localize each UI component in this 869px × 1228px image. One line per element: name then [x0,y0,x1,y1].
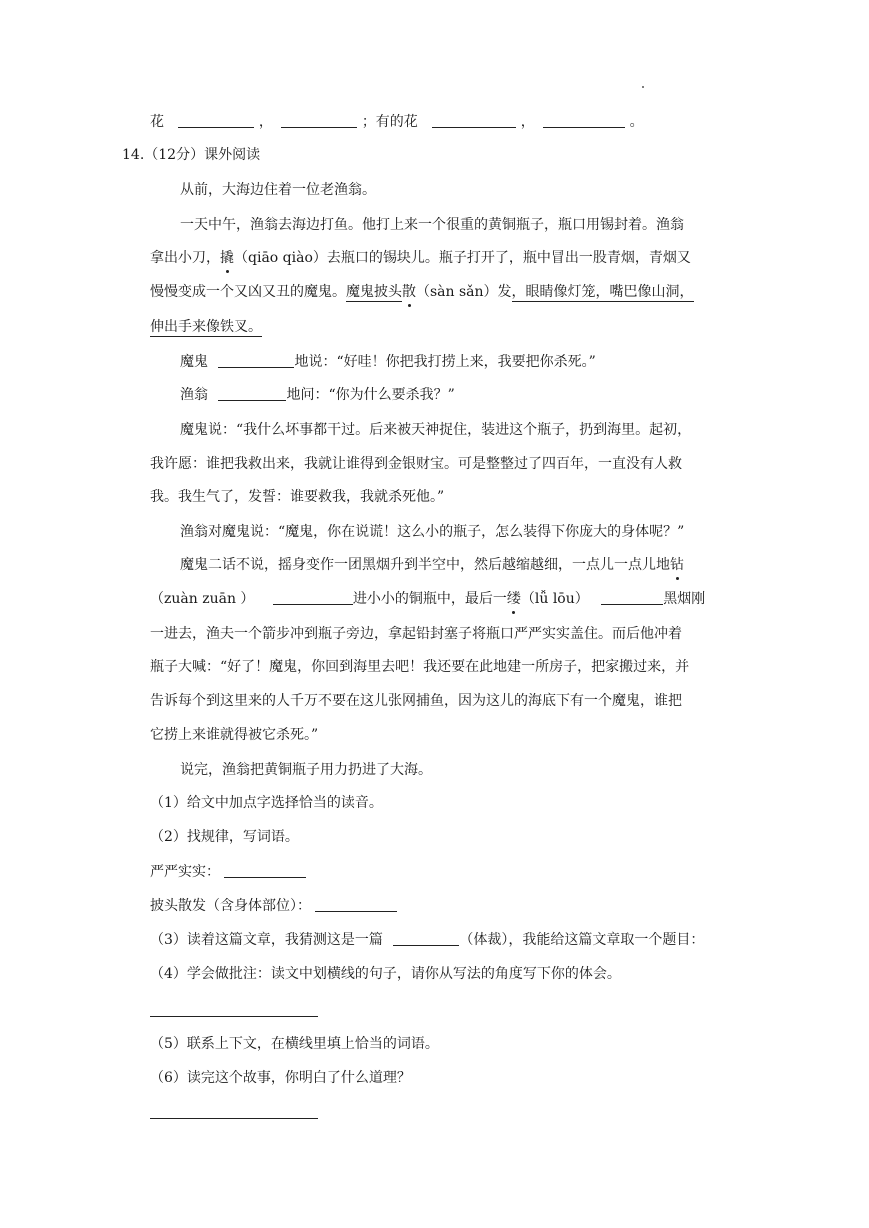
passage-line [150,248,869,268]
passage-line: 渔翁对魔鬼说：“魔鬼，你在说谎！这么小的瓶子，怎么装得下你庞大的身体呢？” [180,524,685,540]
sub-question [150,930,869,950]
passage-line: 它捞上来谁就得被它杀死。” [150,727,319,743]
text-segment: （zuàn zuān ） [150,591,255,607]
answer-blank[interactable] [281,113,357,128]
passage-line [150,589,869,609]
dotted-character: 撬 [220,250,234,266]
text-segment: 披头散发（含身体部位）： [150,898,311,914]
text-segment: 拿出小刀， [150,250,220,266]
sub-question: （1）给文中加点字选择恰当的读音。 [150,795,383,811]
passage-line [150,317,869,337]
sub-question: （2）找规律，写词语。 [150,829,299,845]
text-segment: （体裁），我能给这篇文章取一个题目： [459,932,705,948]
dotted-character: 钻 [670,557,684,573]
sub-question-item [150,896,869,916]
text-segment: ；有的花 [361,114,418,130]
answer-blank[interactable] [315,897,397,912]
sub-question: （5）联系上下文，在横线里填上恰当的词语。 [150,1036,439,1052]
scan-speck [642,86,644,88]
passage-line [180,352,869,372]
passage-line [180,555,869,575]
text-segment: （sàn sǎn）发 [416,284,512,300]
text-segment: （lǚ lōu） [520,591,589,607]
passage-line [180,385,869,405]
underlined-text: 魔鬼披头 [346,284,402,300]
text-segment: （qiāo qiào）去瓶口的锡块儿。瓶子打开了，瓶中冒出一股青烟，青烟又 [234,250,691,266]
text-segment: 进小小的铜瓶中，最后一 [352,591,507,607]
text-segment: 渔翁 [180,387,208,403]
dotted-character: 缕 [506,591,521,607]
dotted-character: 散 [402,284,416,300]
sub-question: （6）读完这个故事，你明白了什么道理？ [150,1070,411,1086]
answer-blank[interactable] [601,590,663,605]
passage-paragraph: 从前，大海边住着一位老渔翁。 [180,182,376,198]
text-segment: 花 [150,114,164,130]
passage-line: 我。我生气了，发誓：谁要救我，我就杀死他。” [150,489,445,505]
text-segment: 。 [629,114,644,130]
passage-paragraph: 说完，渔翁把黄铜瓶子用力扔进了大海。 [180,762,432,778]
passage-line: 魔鬼说：“我什么坏事都干过。后来被天神捉住，装进这个瓶子，扔到海里。起初， [180,422,692,438]
answer-blank[interactable] [178,113,254,128]
answer-line[interactable] [150,1016,318,1017]
sub-question-item [150,862,869,882]
answer-line[interactable] [150,1118,318,1119]
question-header: 14.（12分）课外阅读 [122,147,261,163]
answer-blank[interactable] [273,590,353,605]
continuation-line [150,112,869,132]
answer-blank[interactable] [432,113,516,128]
passage-line: 瓶子大喊：“好了！魔鬼，你回到海里去吧！我还要在此地建一所房子，把家搬过来，并 [150,659,690,675]
text-segment: 地问：“你为什么要杀我？” [286,387,455,403]
underlined-text: 伸出手来像铁叉。 [150,319,262,335]
passage-line: 一进去，渔夫一个箭步冲到瓶子旁边，拿起铅封塞子将瓶口严严实实盖住。而后他冲着 [150,626,682,642]
answer-blank[interactable] [543,113,625,128]
underlined-text: ，眼睛像灯笼，嘴巴像山洞， [511,284,694,300]
passage-line: 告诉每个到这里来的人千万不要在这儿张网捕鱼，因为这儿的海底下有一个魔鬼，谁把 [150,693,682,709]
answer-blank[interactable] [218,353,294,368]
text-segment: 黑烟刚 [663,591,706,607]
passage-line [150,282,869,302]
answer-blank[interactable] [393,931,459,946]
text-segment: ， [258,114,273,130]
text-segment: 慢慢变成一个又凶又丑的魔鬼。 [150,284,346,300]
text-segment: 魔鬼 [180,354,208,370]
text-segment: 严严实实： [150,864,220,880]
text-segment: （3）读着这篇文章，我猜测这是一篇 [150,932,383,948]
answer-blank[interactable] [218,386,286,401]
text-segment: 地说：“好哇！你把我打捞上来，我要把你杀死。” [294,354,596,370]
passage-line: 一天中午，渔翁去海边打鱼。他打上来一个很重的黄铜瓶子，瓶口用锡封着。渔翁 [180,217,684,233]
answer-blank[interactable] [224,863,306,878]
text-segment: ， [520,114,535,130]
passage-line: 我许愿：谁把我救出来，我就让谁得到金银财宝。可是整整过了四百年，一直没有人救 [150,456,682,472]
text-segment: 魔鬼二话不说，摇身变作一团黑烟升到半空中，然后越缩越细，一点儿一点儿地 [180,557,670,573]
sub-question: （4）学会做批注：读文中划横线的句子，请你从写法的角度写下你的体会。 [150,966,621,982]
